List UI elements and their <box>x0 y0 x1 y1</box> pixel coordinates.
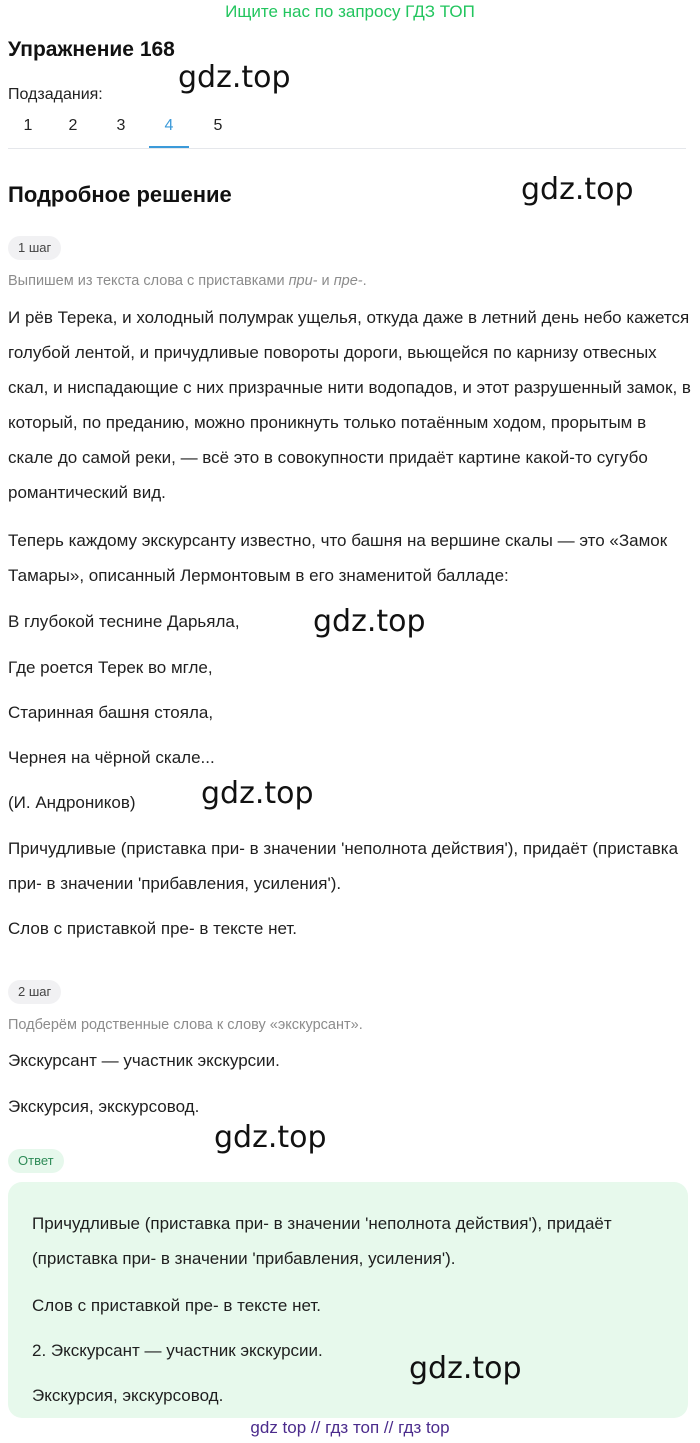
poem-line: В глубокой теснине Дарьяла, <box>8 612 240 631</box>
answer-box <box>8 1182 688 1418</box>
watermark: gdz.top <box>313 604 426 639</box>
page-title: Упражнение 168 <box>8 38 175 61</box>
text-paragraph: И рёв Терека, и холодный полумрак ущелья, откуда даже в летний день небо кажется голубой лентой, и причудливые повороты дороги, вьющейся по карнизу отвесных скал, и ниспадающие с них призрачные нити водопадов, и этот разрушенный замок, в который, по преданию, можно проникнуть только потаённым ходом, прорытым в скале до самой реки, — всё это в совокупности придаёт картине какой-то сугубо романтический вид. <box>8 308 691 502</box>
step-badge: 2 шаг <box>8 980 61 1004</box>
tab-3[interactable]: 3 <box>116 117 126 134</box>
watermark: gdz.top <box>214 1120 327 1155</box>
subtasks-label: Подзадания: <box>8 86 103 103</box>
text-paragraph: Экскурсант — участник экскурсии. <box>8 1051 280 1070</box>
poem-line: Чернея на чёрной скале... <box>8 748 215 767</box>
subtask-tabs <box>8 104 686 149</box>
poem-line: Где роется Терек во мгле, <box>8 658 213 677</box>
tab-4[interactable]: 4 <box>149 104 189 148</box>
answer-paragraph: 2. Экскурсант — участник экскурсии. <box>32 1341 323 1360</box>
answer-paragraph: Экскурсия, экскурсовод. <box>32 1386 224 1405</box>
poem-line: Старинная башня стояла, <box>8 703 214 722</box>
answer-paragraph: Причудливые (приставка при- в значении 'неполнота действия'), придаёт (приставка при- в значении 'прибавления, усиления'). <box>32 1214 612 1268</box>
text-paragraph: Причудливые (приставка при- в значении 'неполнота действия'), придаёт (приставка при- в значении 'прибавления, усиления'). <box>8 839 679 893</box>
step-badge: 1 шаг <box>8 236 61 260</box>
search-hint-banner: Ищите нас по запросу ГДЗ ТОП <box>225 2 475 21</box>
answer-paragraph: Слов с приставкой пре- в тексте нет. <box>32 1296 321 1315</box>
watermark: gdz.top <box>521 172 634 207</box>
tab-2[interactable]: 2 <box>68 117 78 134</box>
answer-badge: Ответ <box>8 1149 64 1173</box>
step-hint: Подберём родственные слова к слову «экскурсант». <box>8 1017 363 1033</box>
tab-5[interactable]: 5 <box>213 117 223 134</box>
text-paragraph: Экскурсия, экскурсовод. <box>8 1097 200 1116</box>
poem-author: (И. Андроников) <box>8 793 136 812</box>
footer-text: gdz top // гдз топ // гдз top <box>250 1418 450 1437</box>
tab-1[interactable]: 1 <box>23 117 33 134</box>
text-paragraph: Слов с приставкой пре- в тексте нет. <box>8 919 297 938</box>
step-hint: Выпишем из текста слова с приставками при- и пре-. <box>8 273 367 289</box>
text-paragraph: Теперь каждому экскурсанту известно, что башня на вершине скалы — это «Замок Тамары», описанный Лермонтовым в его знаменитой балладе: <box>8 531 668 585</box>
section-title: Подробное решение <box>8 182 232 207</box>
watermark: gdz.top <box>178 60 291 95</box>
watermark: gdz.top <box>201 776 314 811</box>
watermark: gdz.top <box>409 1351 522 1386</box>
